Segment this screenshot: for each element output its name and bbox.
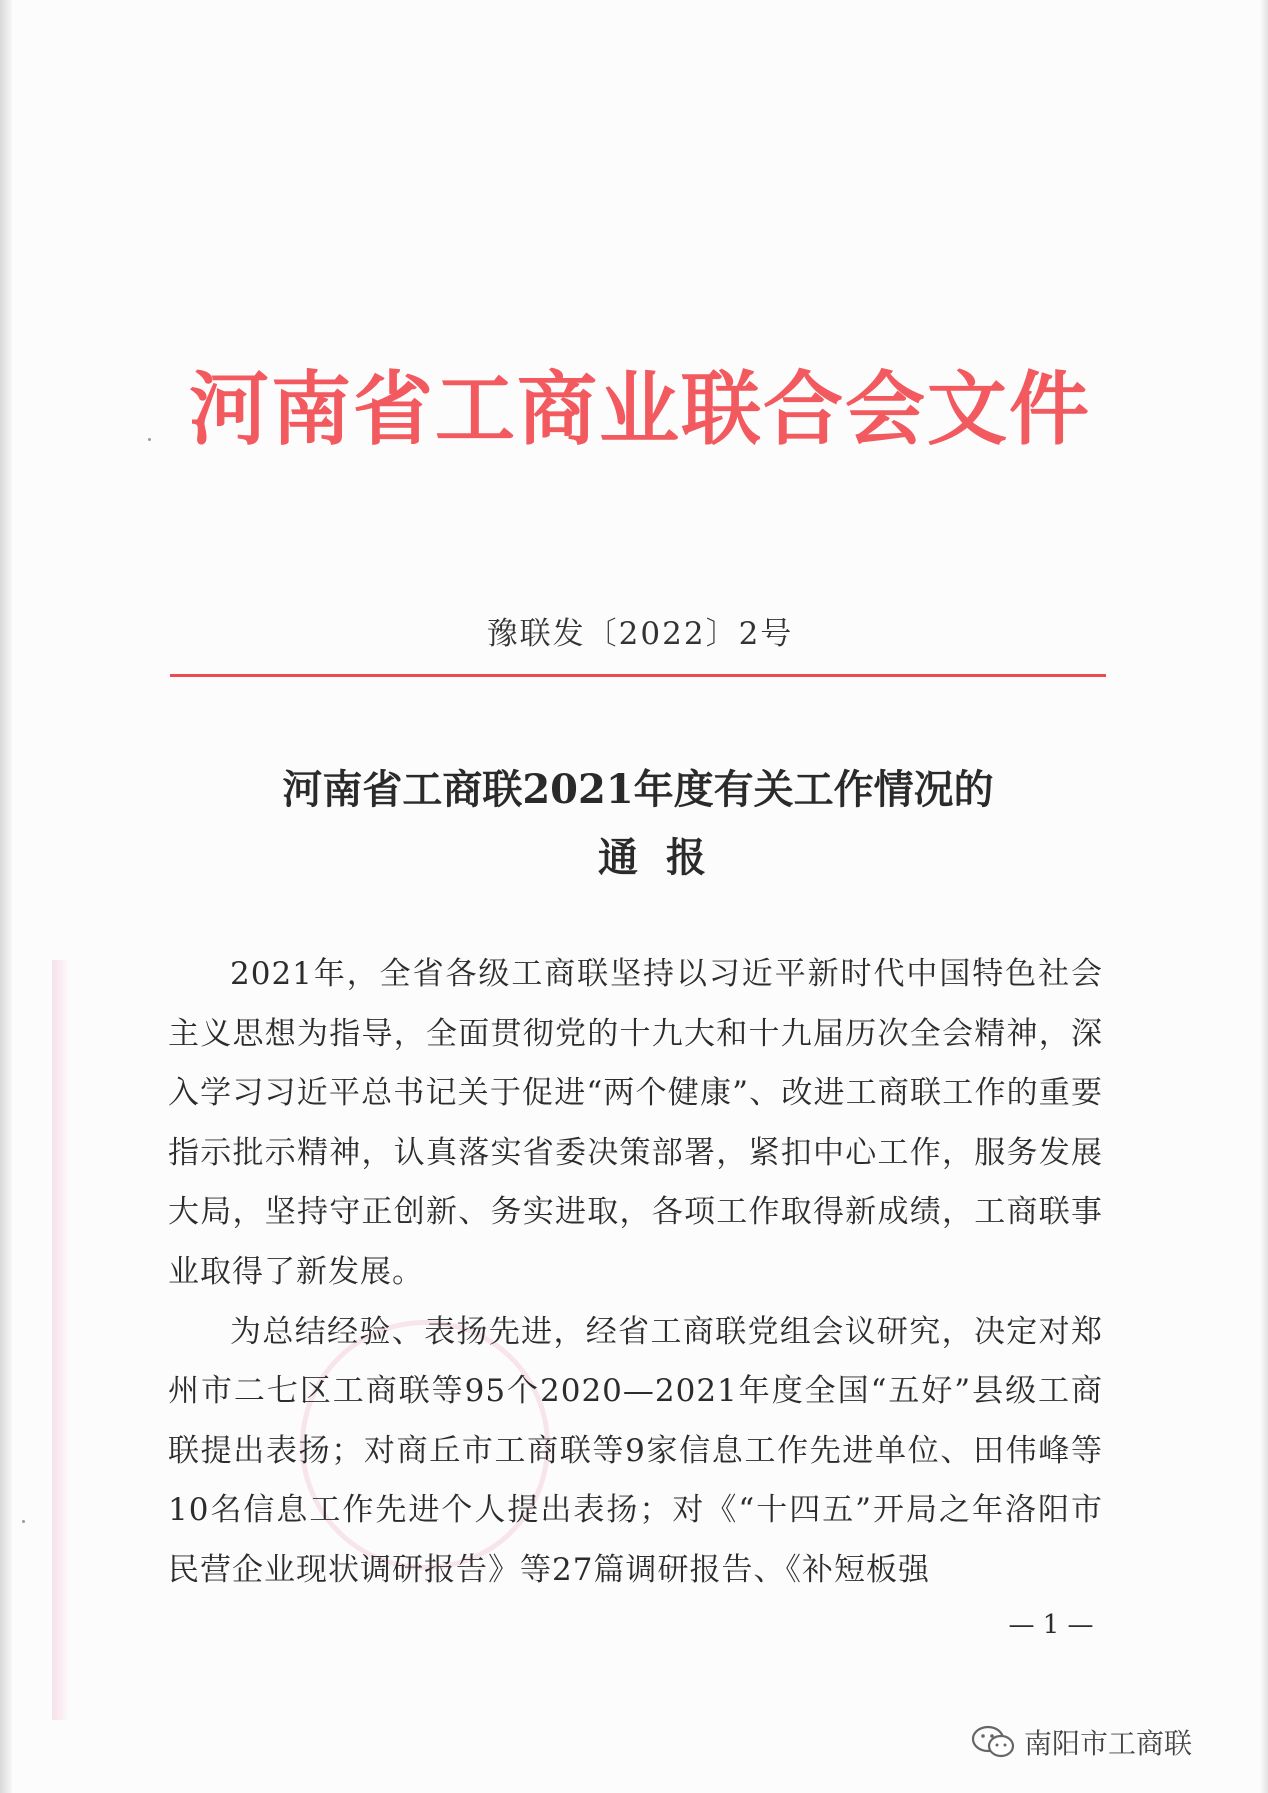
paragraph: 2021年，全省各级工商联坚持以习近平新时代中国特色社会主义思想为指导，全面贯彻党的十九大和十九届历次全会精神，深入学习习近平总书记关于促进“两个健康”、改进工商联工作的重要指示批示精神，认真落实省委决策部署，紧扣中心工作，服务发展大局，坚持守正创新、务实进取，各项工作取得新成绩，工商联事业取得了新发展。 <box>168 956 1103 1290</box>
notice-title-line1: 河南省工商联2021年度有关工作情况的 <box>282 766 994 813</box>
scan-speck <box>148 438 151 441</box>
scan-tint <box>52 960 70 1720</box>
page-number: — 1 — <box>1008 1610 1094 1640</box>
watermark-text: 南阳市工商联 <box>1024 1727 1193 1760</box>
wechat-icon <box>970 1724 1016 1760</box>
scan-edge-left <box>0 0 12 1793</box>
scan-edge-right <box>1260 0 1268 1793</box>
scan-speck <box>22 1520 25 1523</box>
red-divider <box>170 674 1106 677</box>
wechat-watermark <box>970 1722 1192 1762</box>
paragraph: 为总结经验、表扬先进，经省工商联党组会议研究，决定对郑州市二七区工商联等95个2020—2021年度全国“五好”县级工商联提出表扬；对商丘市工商联等9家信息工作先进单位、田伟峰等10名信息工作先进个人提出表扬；对《“十四五”开局之年洛阳市民营企业现状调研报告》等27篇调研报告、《补短板强 <box>168 1313 1103 1588</box>
body-text <box>168 945 1103 1601</box>
notice-title-line2: 通报 <box>598 834 734 881</box>
masthead-title: 河南省工商业联合会文件 <box>189 362 1091 456</box>
document-number: 豫联发〔2022〕2号 <box>486 616 794 652</box>
